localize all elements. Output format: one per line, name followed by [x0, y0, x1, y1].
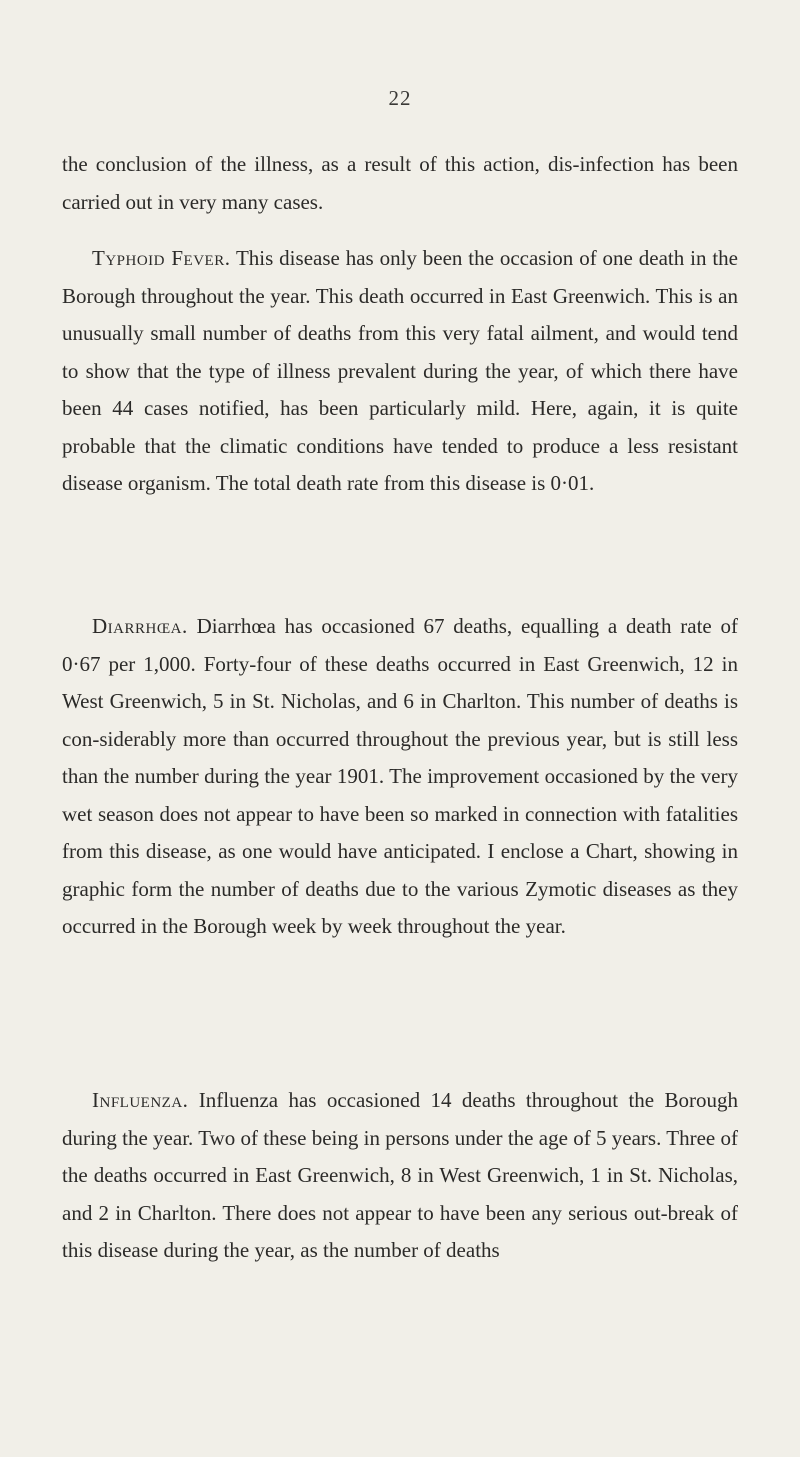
paragraph-body — [62, 240, 738, 503]
section-heading-typhoid-fever: Typhoid Fever. — [92, 246, 231, 270]
paragraph-text: Diarrhœa has occasioned 67 deaths, equalling a death rate of 0·67 per 1,000. Forty-four of these deaths occurred in East Greenwich, 12 in West Greenwich, 5 in St. Nicholas, and 6 in Charlton. This number of deaths is con-siderably more than occurred throughout the previous year, but is still less than the number during the year 1901. The improvement occasioned by the very wet season does not appear to have been so marked in connection with fatalities from this disease, as one would have anticipated. I enclose a Chart, showing in graphic form the number of deaths due to the various Zymotic diseases as they occurred in the Borough week by week throughout the year. — [62, 614, 739, 938]
paragraph-typhoid-fever — [62, 240, 738, 503]
paragraph-influenza — [62, 1082, 738, 1270]
paragraph-text: Influenza has occasioned 14 deaths throughout the Borough during the year. Two of these being in persons under the age of 5 years. Three of the deaths occurred in East Greenwich, 8 in West Greenwich, 1 in St. Nicholas, and 2 in Charlton. There does not appear to have been any serious out-break of this disease during the year, as the number of deaths — [62, 1088, 738, 1262]
paragraph-diarrhoea — [62, 608, 738, 946]
paragraph-body — [62, 1082, 738, 1270]
page-number: 22 — [388, 86, 412, 110]
paragraph-text: This disease has only been the occasion of one death in the Borough throughout the year. This death occurred in East Greenwich. This is an unusually small number of deaths from this very fatal ailment, and would tend to show that the type of illness prevalent during the year, of which there have been 44 cases notified, has been particularly mild. Here, again, it is quite probable that the climatic conditions have tended to produce a less resistant disease organism. The total death rate from this disease is 0·01. — [62, 246, 738, 495]
paragraph-body — [62, 608, 738, 946]
section-heading-diarrhoea: Diarrhœa. — [92, 614, 188, 638]
paragraph-text: the conclusion of the illness, as a result of this action, dis-infection has been carried out in very many cases. — [62, 152, 738, 214]
section-heading-influenza: Influenza. — [92, 1088, 189, 1112]
paragraph-continuation — [62, 146, 738, 221]
